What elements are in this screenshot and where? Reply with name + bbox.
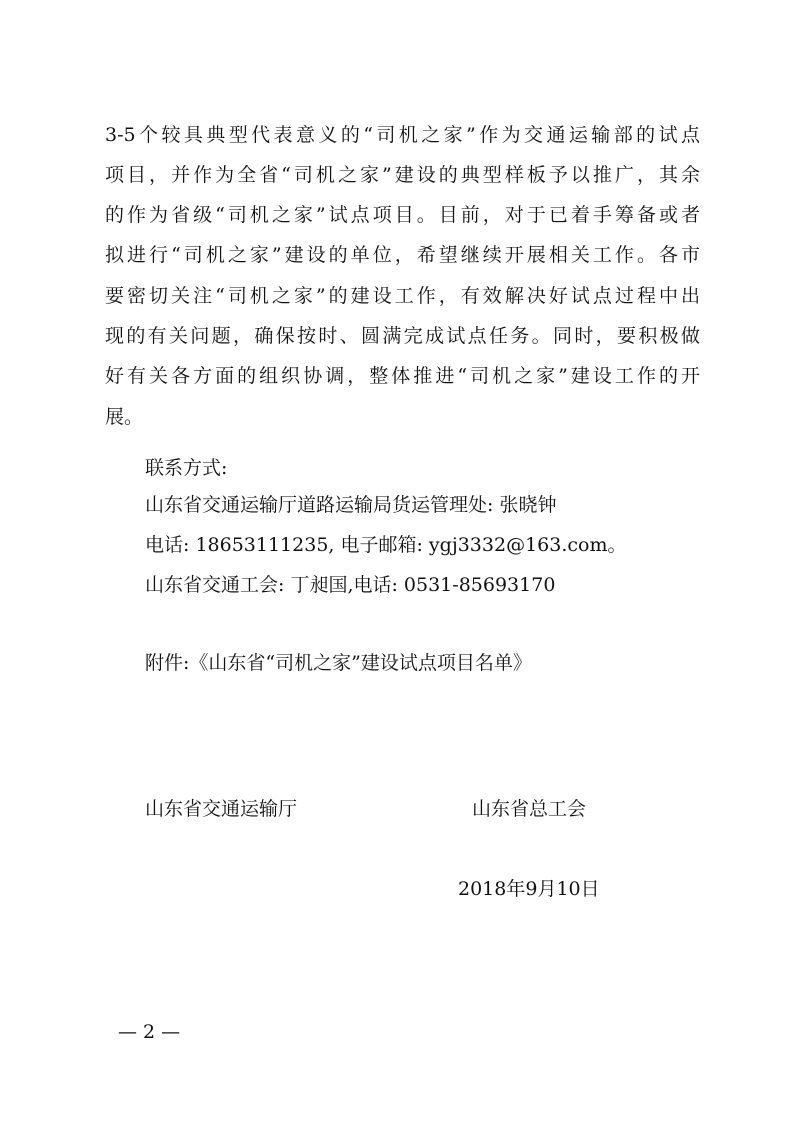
body-line-4: 拟进行“司机之家”建设的单位，希望继续开展相关工作。各市 — [105, 244, 700, 266]
body-line-2: 项目，并作为全省“司机之家”建设的典型样板予以推广，其余 — [105, 164, 700, 186]
body-line-3: 的作为省级“司机之家”试点项目。目前，对于已着手筹备或者 — [105, 204, 700, 226]
attachment-line: 附件:《山东省“司机之家”建设试点项目名单》 — [145, 652, 532, 674]
body-line-1: 3-5个较具典型代表意义的“司机之家”作为交通运输部的试点 — [105, 124, 700, 146]
page-number: — 2 — — [118, 1021, 181, 1043]
body-line-7: 好有关各方面的组织协调，整体推进“司机之家”建设工作的开 — [105, 365, 700, 387]
contact-heading: 联系方式: — [145, 457, 228, 479]
contact-line-1: 山东省交通运输厅道路运输局货运管理处: 张晓钟 — [145, 494, 557, 516]
signature-right: 山东省总工会 — [472, 798, 587, 820]
document-date: 2018年9月10日 — [458, 878, 600, 900]
contact-line-2: 电话: 18653111235, 电子邮箱: ygj3332@163.com。 — [145, 534, 627, 556]
body-line-8: 展。 — [105, 406, 144, 428]
body-line-6: 现的有关问题，确保按时、圆满完成试点任务。同时，要积极做 — [105, 325, 700, 347]
contact-line-3: 山东省交通工会: 丁昶国,电话: 0531-85693170 — [145, 574, 556, 596]
signature-left: 山东省交通运输厅 — [145, 798, 298, 820]
body-line-5: 要密切关注“司机之家”的建设工作，有效解决好试点过程中出 — [105, 285, 700, 307]
